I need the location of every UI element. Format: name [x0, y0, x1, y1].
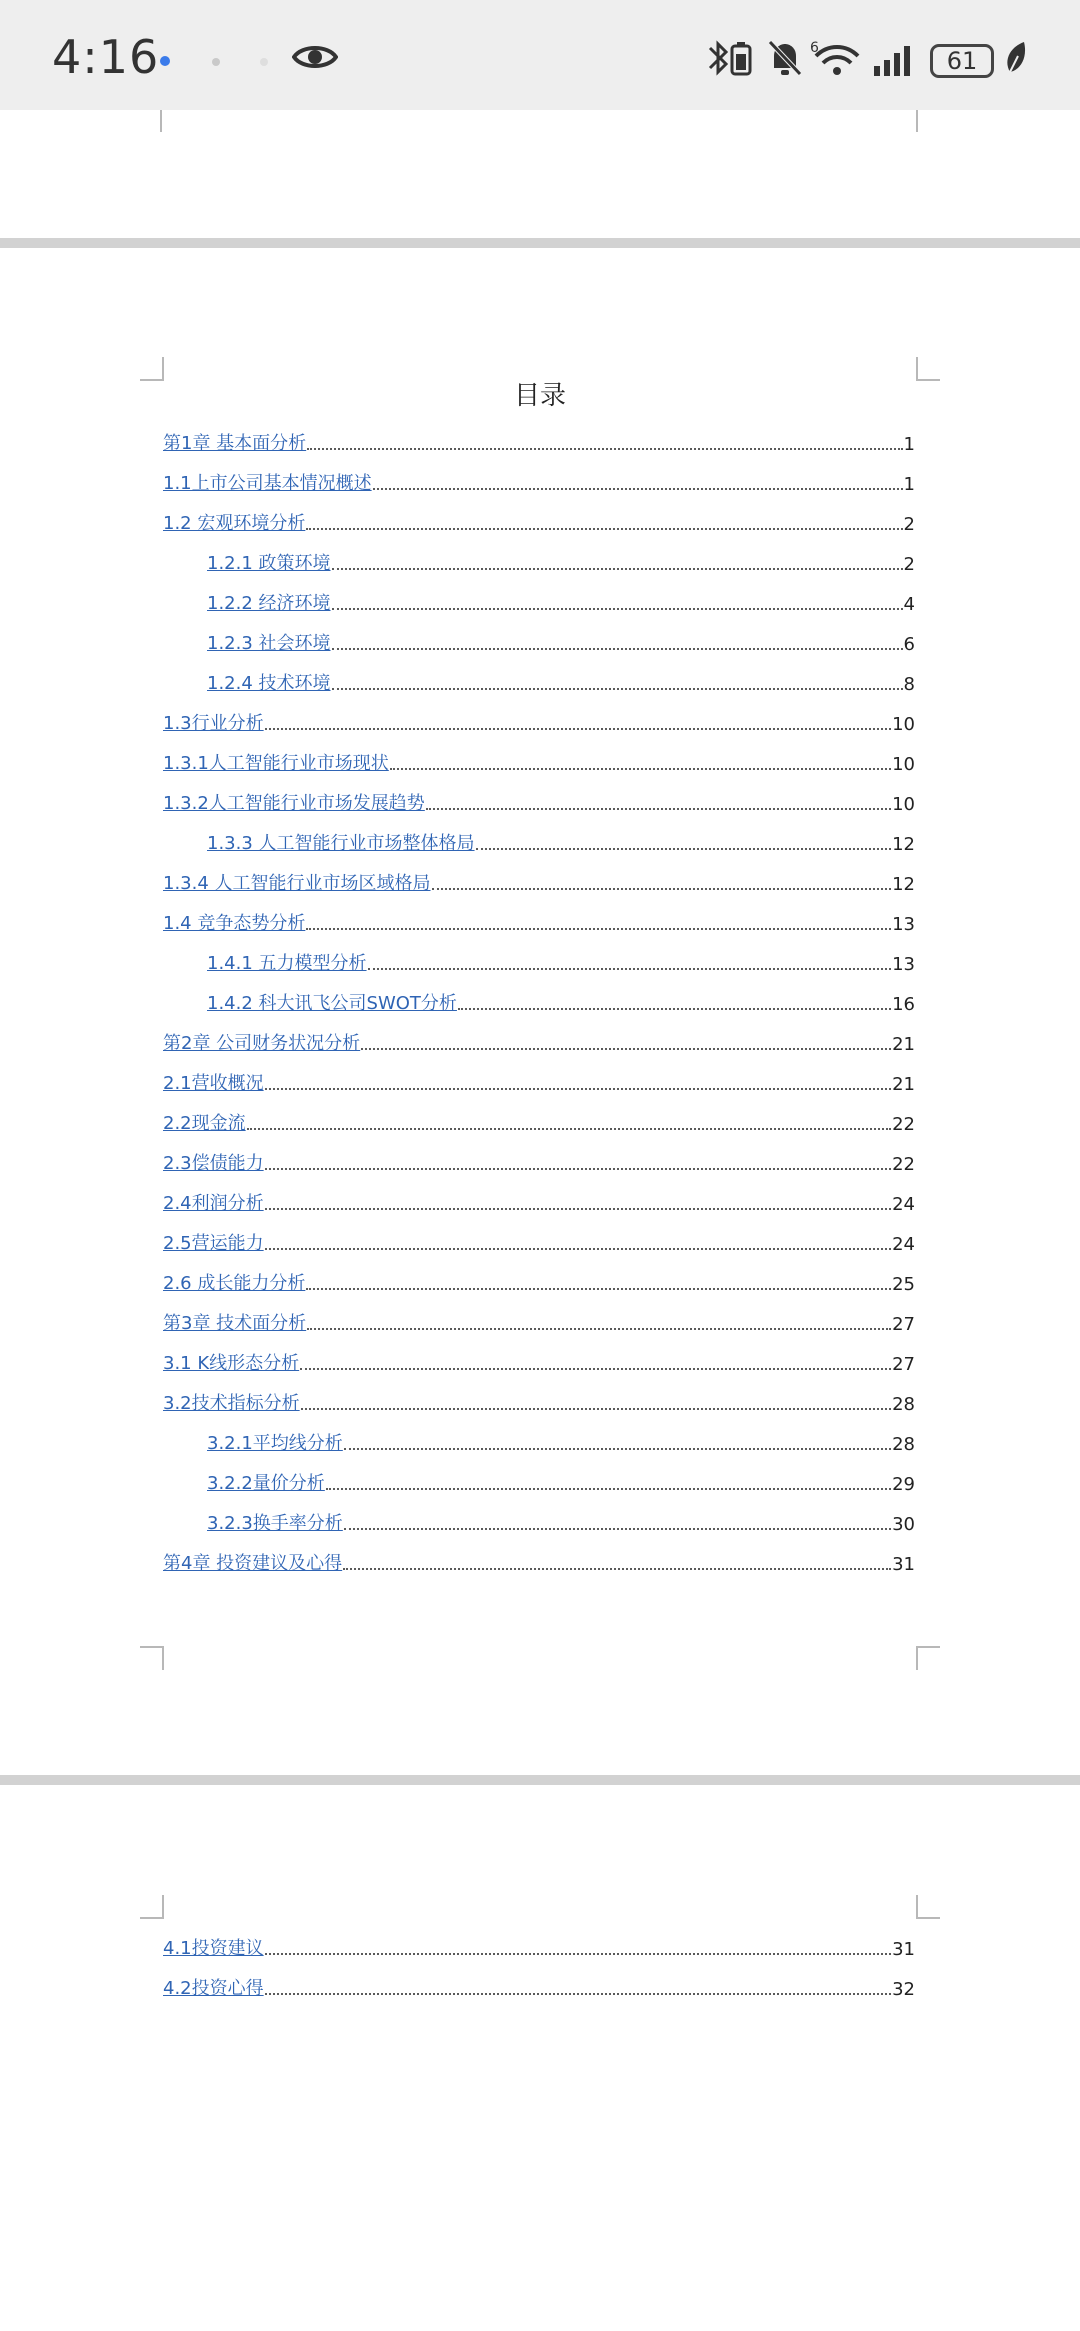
toc-entry[interactable]	[207, 985, 915, 1015]
toc-entry[interactable]	[207, 825, 915, 855]
toc-entry-link[interactable]: 1.2.2 经济环境	[207, 593, 331, 614]
toc-page-number: 32	[892, 1979, 915, 2000]
toc-entry[interactable]	[163, 705, 915, 735]
toc-entry[interactable]	[163, 1025, 915, 1055]
toc-page-number: 12	[892, 834, 915, 855]
toc-leader-dots	[307, 1328, 891, 1330]
toc-entry[interactable]	[163, 1970, 915, 2000]
toc-entry-link[interactable]: 1.4.2 科大讯飞公司SWOT分析	[207, 993, 457, 1014]
toc-page-number: 6	[903, 634, 915, 655]
toc-leader-dots	[458, 1008, 891, 1010]
status-time: 4:16	[52, 30, 160, 84]
toc-entry-link[interactable]: 1.2.1 政策环境	[207, 553, 331, 574]
toc-entry-link[interactable]: 1.3.4 人工智能行业市场区域格局	[163, 873, 431, 894]
toc-entry[interactable]	[207, 625, 915, 655]
toc-page-number: 31	[892, 1554, 915, 1575]
toc-page-number: 16	[892, 994, 915, 1015]
toc-entry[interactable]	[163, 425, 915, 455]
toc-leader-dots	[265, 1208, 891, 1210]
toc-entry-link[interactable]: 第4章 投资建议及心得	[163, 1553, 343, 1574]
toc-entry-link[interactable]: 1.4 竞争态势分析	[163, 913, 306, 934]
toc-entry-link[interactable]: 2.4利润分析	[163, 1193, 264, 1214]
page-corner-mark	[140, 1895, 164, 1919]
toc-leader-dots	[426, 808, 891, 810]
toc-entry-link[interactable]: 第3章 技术面分析	[163, 1313, 307, 1334]
toc-title: 目录	[513, 381, 566, 411]
toc-entry-link[interactable]: 1.3.3 人工智能行业市场整体格局	[207, 833, 475, 854]
toc-entry[interactable]	[163, 1930, 915, 1960]
toc-page-number: 21	[892, 1074, 915, 1095]
toc-leader-dots	[307, 448, 902, 450]
toc-entry-link[interactable]: 第1章 基本面分析	[163, 433, 307, 454]
toc-entry-link[interactable]: 3.2.2量价分析	[207, 1473, 325, 1494]
toc-leader-dots	[332, 568, 903, 570]
toc-entry-link[interactable]: 1.1上市公司基本情况概述	[163, 473, 372, 494]
toc-entry[interactable]	[163, 745, 915, 775]
toc-entry-link[interactable]: 3.2.1平均线分析	[207, 1433, 343, 1454]
notification-dim-icon	[212, 58, 220, 66]
toc-leader-dots	[247, 1128, 891, 1130]
toc-entry[interactable]	[207, 1425, 915, 1455]
page-corner-mark	[916, 1895, 940, 1919]
toc-page-number: 4	[903, 594, 915, 615]
toc-entry-link[interactable]: 3.2技术指标分析	[163, 1393, 300, 1414]
toc-entry[interactable]	[207, 1465, 915, 1495]
toc-leader-dots	[265, 1248, 891, 1250]
toc-page-number: 28	[892, 1394, 915, 1415]
toc-entry-link[interactable]: 1.2 宏观环境分析	[163, 513, 306, 534]
toc-page-number: 13	[892, 914, 915, 935]
toc-leader-dots	[265, 1953, 891, 1955]
toc-leader-dots	[300, 1368, 891, 1370]
toc-entry[interactable]	[163, 865, 915, 895]
toc-page-number: 12	[892, 874, 915, 895]
leaf-icon	[1002, 38, 1030, 78]
toc-entry-link[interactable]: 2.5营运能力	[163, 1233, 264, 1254]
toc-leader-dots	[373, 488, 903, 490]
toc-leader-dots	[301, 1408, 891, 1410]
toc-leader-dots	[306, 1288, 891, 1290]
signal-icon	[872, 38, 918, 78]
status-bar	[0, 0, 1080, 110]
toc-entry[interactable]	[163, 1185, 915, 1215]
toc-leader-dots	[306, 928, 891, 930]
toc-entry[interactable]	[163, 785, 915, 815]
toc-entry-link[interactable]: 2.3偿债能力	[163, 1153, 264, 1174]
toc-entry[interactable]	[207, 1505, 915, 1535]
toc-leader-dots	[390, 768, 891, 770]
toc-leader-dots	[265, 1088, 891, 1090]
toc-page-number: 8	[903, 674, 915, 695]
toc-page-number: 24	[892, 1234, 915, 1255]
toc-page-number: 25	[892, 1274, 915, 1295]
toc-entry[interactable]	[163, 1145, 915, 1175]
toc-page-number: 10	[892, 794, 915, 815]
toc-entry-link[interactable]: 1.4.1 五力模型分析	[207, 953, 367, 974]
toc-page-number: 27	[892, 1354, 915, 1375]
toc-leader-dots	[265, 728, 891, 730]
toc-entry[interactable]	[163, 1225, 915, 1255]
toc-page-number: 29	[892, 1474, 915, 1495]
toc-page-number: 30	[892, 1514, 915, 1535]
toc-entry-link[interactable]: 第2章 公司财务状况分析	[163, 1033, 361, 1054]
toc-leader-dots	[332, 688, 903, 690]
toc-entry-link[interactable]: 3.1 K线形态分析	[163, 1353, 300, 1374]
toc-entry[interactable]	[163, 1305, 915, 1335]
page-corner-mark	[138, 110, 162, 132]
toc-leader-dots	[265, 1993, 891, 1995]
battery-level: 61	[946, 47, 978, 75]
toc-leader-dots	[306, 528, 902, 530]
toc-entry[interactable]	[163, 1385, 915, 1415]
toc-leader-dots	[265, 1168, 891, 1170]
toc-page-number: 27	[892, 1314, 915, 1335]
toc-leader-dots	[343, 1568, 891, 1570]
page-corner-mark	[916, 110, 940, 132]
toc-leader-dots	[332, 648, 903, 650]
toc-page-number: 2	[903, 514, 915, 535]
eye-icon	[292, 40, 338, 74]
toc-leader-dots	[432, 888, 892, 890]
page-corner-mark	[916, 1646, 940, 1670]
notification-faint-icon	[260, 58, 268, 66]
toc-entry[interactable]	[163, 1545, 915, 1575]
toc-entry[interactable]	[163, 1265, 915, 1295]
toc-page-number: 10	[892, 754, 915, 775]
toc-entry[interactable]	[207, 545, 915, 575]
toc-entry-link[interactable]: 2.2现金流	[163, 1113, 246, 1134]
battery-icon	[930, 44, 994, 78]
toc-leader-dots	[344, 1528, 891, 1530]
toc-entry-link[interactable]: 1.3.1人工智能行业市场现状	[163, 753, 389, 774]
page-separator	[0, 1775, 1080, 1785]
toc-page-number: 21	[892, 1034, 915, 1055]
toc-entry-link[interactable]: 2.6 成长能力分析	[163, 1273, 306, 1294]
wifi-6-icon	[810, 38, 860, 78]
bell-off-icon	[766, 38, 804, 78]
toc-leader-dots	[326, 1488, 891, 1490]
toc-leader-dots	[361, 1048, 891, 1050]
page-separator	[0, 238, 1080, 248]
toc-entry-link[interactable]: 4.2投资心得	[163, 1978, 264, 1999]
toc-entry-link[interactable]: 1.3.2人工智能行业市场发展趋势	[163, 793, 425, 814]
toc-page-number: 10	[892, 714, 915, 735]
toc-page-number: 22	[892, 1154, 915, 1175]
toc-leader-dots	[368, 968, 892, 970]
toc-entry[interactable]	[163, 465, 915, 495]
toc-page-number: 13	[892, 954, 915, 975]
toc-entry-link[interactable]: 4.1投资建议	[163, 1938, 264, 1959]
toc-leader-dots	[332, 608, 903, 610]
svg-text:6: 6	[810, 40, 819, 56]
toc-page-number: 22	[892, 1114, 915, 1135]
notification-dot-icon	[160, 56, 170, 66]
toc-entry-link[interactable]: 1.2.4 技术环境	[207, 673, 331, 694]
toc-page-number: 1	[903, 474, 915, 495]
toc-entry[interactable]	[163, 1345, 915, 1375]
toc-entry[interactable]	[207, 585, 915, 615]
toc-page-number: 28	[892, 1434, 915, 1455]
toc-entry-link[interactable]: 3.2.3换手率分析	[207, 1513, 343, 1534]
toc-entry-link[interactable]: 2.1营收概况	[163, 1073, 264, 1094]
toc-entry[interactable]	[207, 665, 915, 695]
toc-page-number: 31	[892, 1939, 915, 1960]
page-corner-mark	[140, 1646, 164, 1670]
toc-entry[interactable]	[163, 1065, 915, 1095]
toc-entry[interactable]	[163, 905, 915, 935]
toc-page-number: 24	[892, 1194, 915, 1215]
toc-leader-dots	[476, 848, 892, 850]
toc-entry-link[interactable]: 1.3行业分析	[163, 713, 264, 734]
toc-entry-link[interactable]: 1.2.3 社会环境	[207, 633, 331, 654]
toc-entry[interactable]	[207, 945, 915, 975]
toc-page-number: 1	[903, 434, 915, 455]
toc-entry[interactable]	[163, 505, 915, 535]
bluetooth-battery-icon	[706, 38, 756, 78]
toc-leader-dots	[344, 1448, 891, 1450]
toc-entry[interactable]	[163, 1105, 915, 1135]
toc-page-number: 2	[903, 554, 915, 575]
